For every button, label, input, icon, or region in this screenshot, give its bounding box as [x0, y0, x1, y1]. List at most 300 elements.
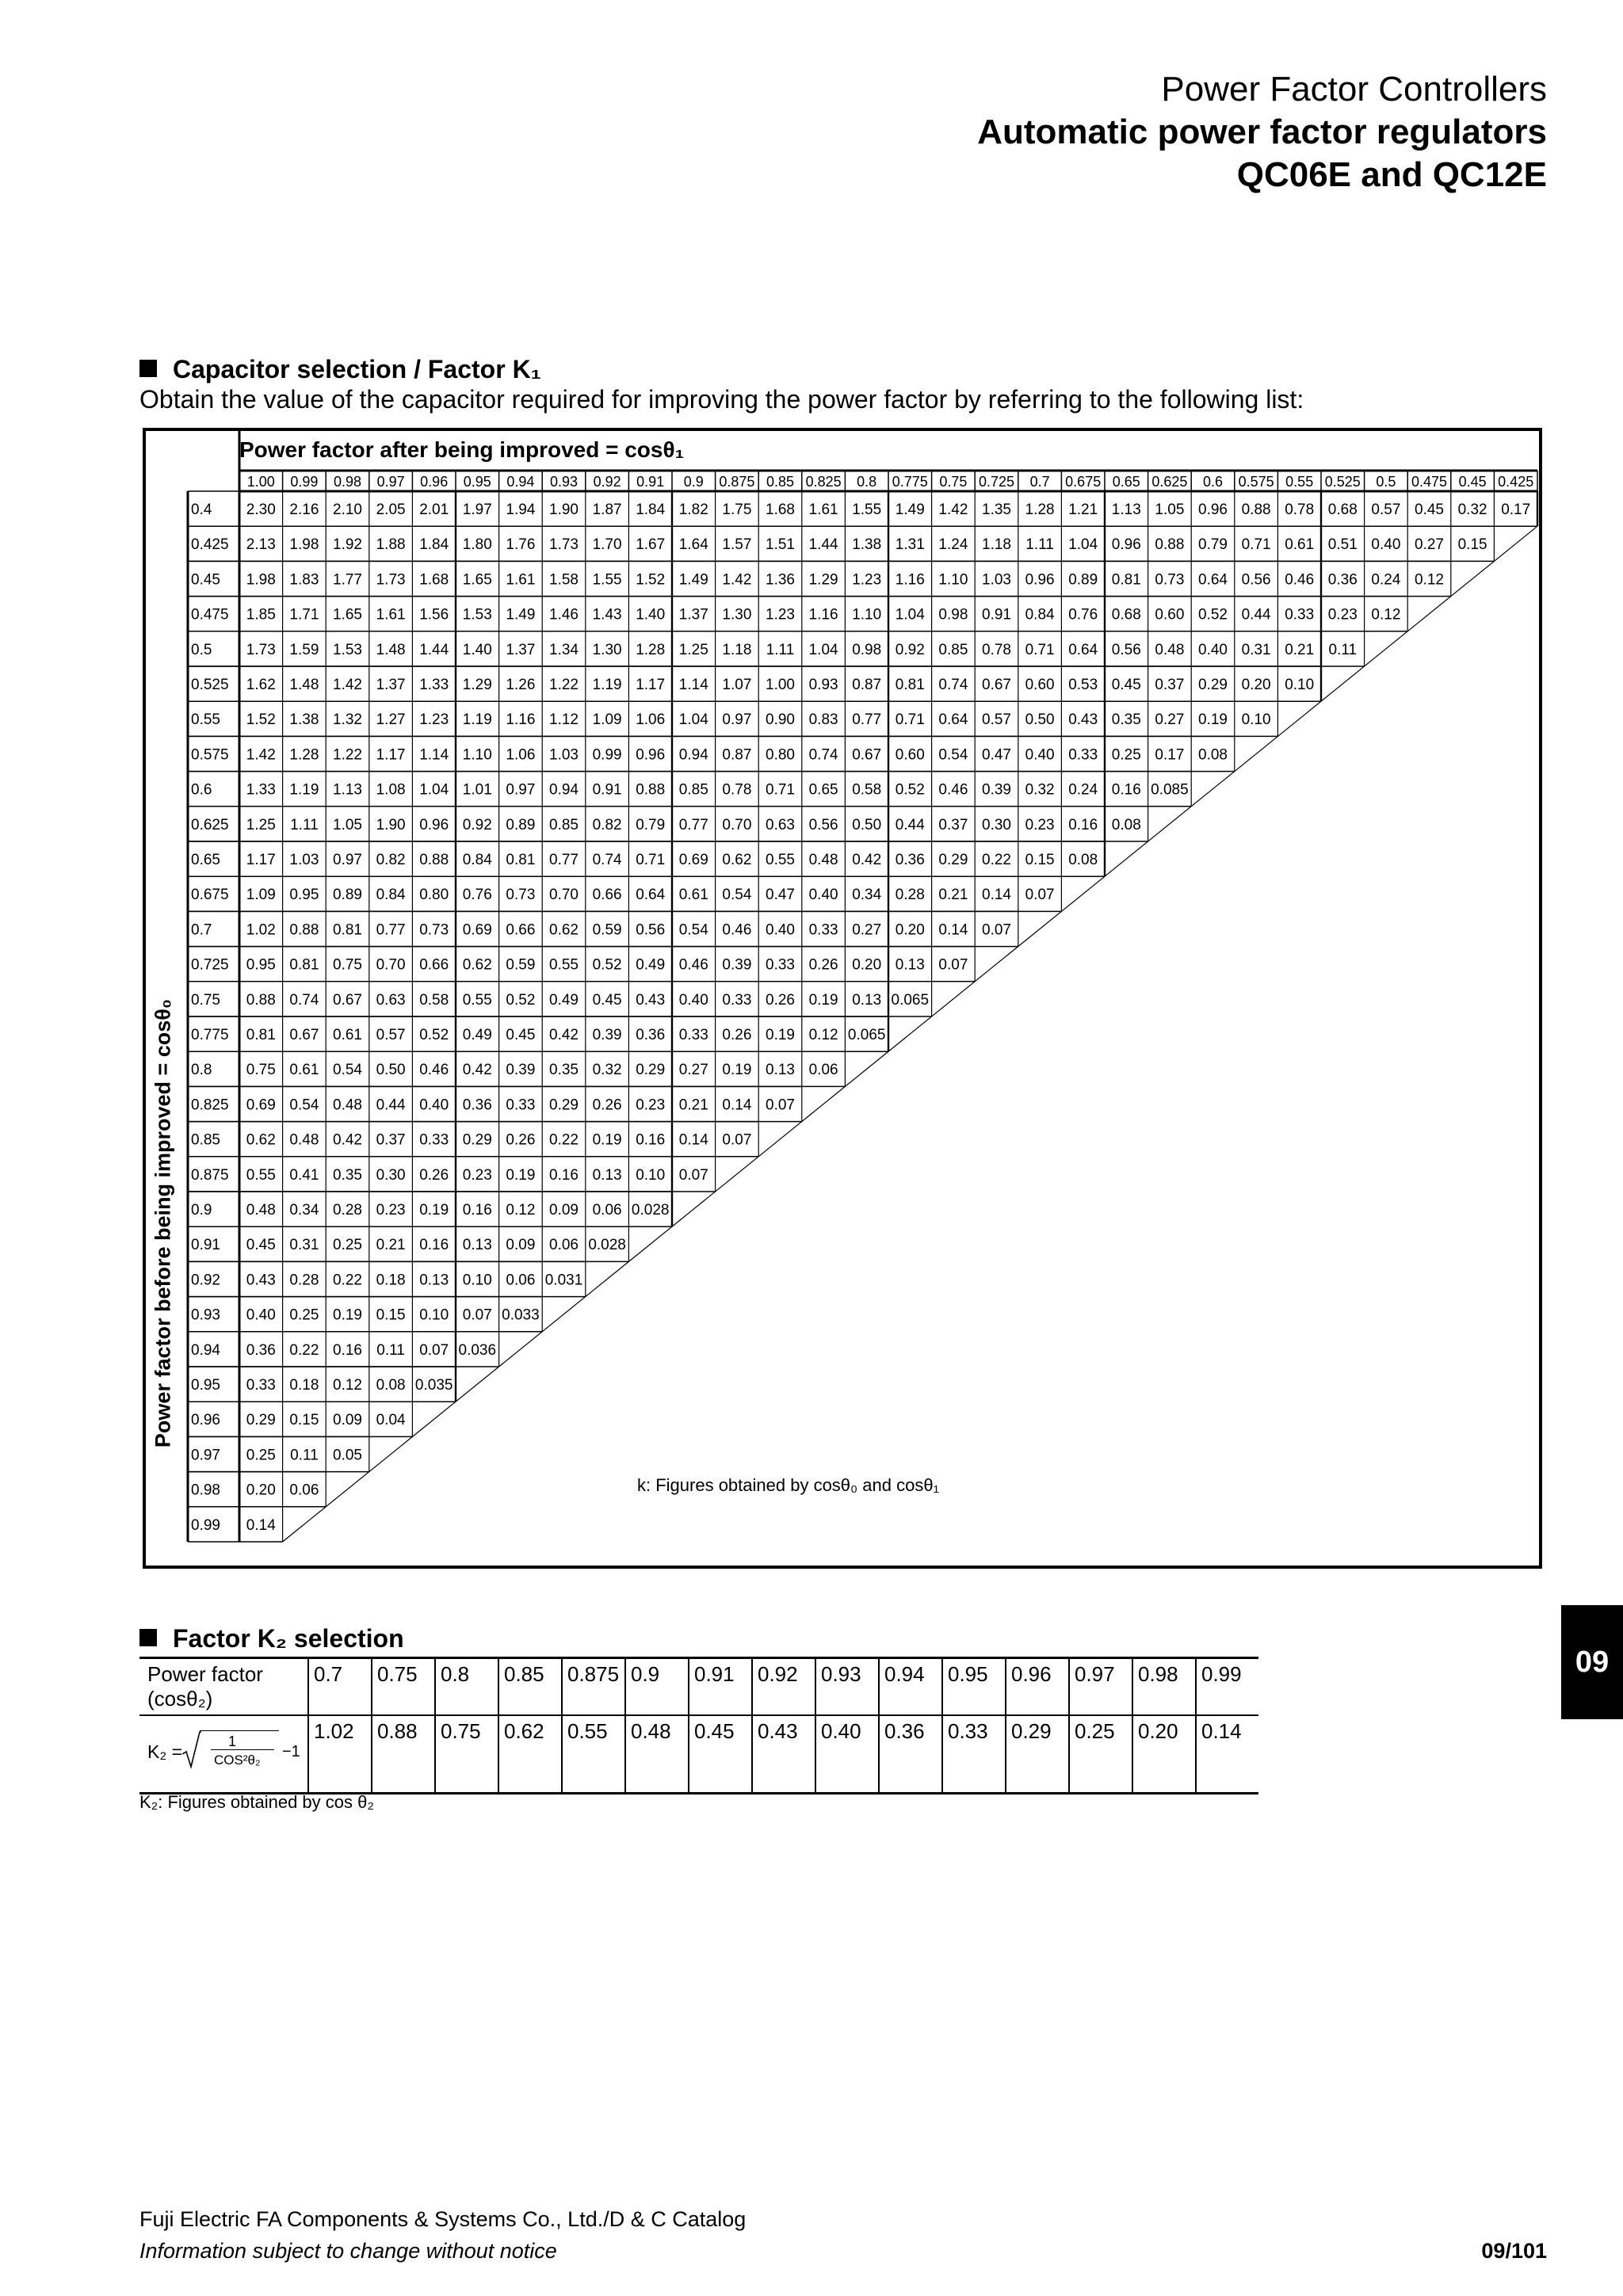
k1-cell-value: 1.73 [246, 641, 276, 658]
k1-col-header-value: 0.92 [593, 474, 621, 490]
k1-cell-value: 0.26 [766, 991, 795, 1009]
k1-cell-value: 0.87 [852, 677, 882, 693]
k1-cell-value: 0.46 [1285, 571, 1315, 589]
k1-cell-value: 0.035 [414, 1377, 453, 1394]
k2-row-values [139, 1715, 1258, 1794]
k1-cell-value: 0.16 [1111, 781, 1141, 799]
k1-cell-value: 0.06 [289, 1482, 319, 1499]
k2-power-factor-value: 0.91 [689, 1658, 752, 1716]
k1-cell-value: 0.39 [506, 1062, 536, 1079]
k1-cell-value: 0.92 [895, 641, 925, 658]
k1-cell-value: 1.42 [333, 677, 362, 693]
k1-cell-value: 0.94 [549, 781, 579, 799]
k1-cell-value: 0.07 [1025, 887, 1055, 904]
k1-cell-value: 1.16 [506, 711, 536, 729]
k1-col-header-value: 0.5 [1376, 474, 1396, 490]
k1-cell-value: 0.028 [588, 1237, 626, 1254]
k1-cell-value: 0.68 [1327, 502, 1358, 518]
k1-cell-value: 0.75 [246, 1062, 276, 1079]
k1-row-header-value: 0.98 [191, 1482, 220, 1499]
k1-cell-value: 0.30 [982, 816, 1011, 833]
k1-cell-value: 1.06 [506, 746, 536, 764]
k1-cell-value: 0.61 [1285, 536, 1315, 554]
k1-cell-value: 1.46 [549, 606, 579, 624]
k1-cell-value: 0.80 [766, 746, 795, 764]
k1-cell-value: 0.48 [1155, 641, 1185, 658]
k1-cell-value: 1.28 [636, 641, 666, 658]
k2-power-factor-value: 0.98 [1132, 1658, 1196, 1716]
k1-cell-value: 1.85 [246, 606, 276, 624]
k1-col-header-value: 0.6 [1202, 474, 1224, 490]
k1-cell-value: 0.93 [808, 677, 838, 693]
k1-cell-value: 0.55 [549, 956, 579, 974]
k1-cell-value: 0.43 [636, 991, 666, 1009]
k1-cell-value: 0.16 [636, 1131, 666, 1149]
k1-row-header-value: 0.5 [191, 641, 212, 658]
k1-cell-value: 0.42 [462, 1062, 492, 1079]
k1-cell-value: 0.70 [549, 887, 579, 904]
k1-cell-value: 0.36 [462, 1097, 492, 1114]
k1-cell-value: 0.71 [766, 781, 795, 799]
k1-col-header-value: 0.875 [719, 474, 755, 490]
k1-cell-value: 1.68 [766, 502, 795, 518]
k2-label-line1: Power factor [147, 1662, 263, 1686]
k1-cell-value: 0.88 [419, 852, 449, 868]
k2-factor-value: 0.29 [1006, 1715, 1069, 1794]
k1-cell-value: 0.82 [592, 816, 622, 833]
k1-cell-value: 0.29 [246, 1412, 276, 1429]
k1-row-header-value: 0.875 [191, 1166, 229, 1184]
k1-cell-value: 1.53 [333, 641, 362, 658]
k1-cell-value: 0.67 [982, 677, 1011, 693]
k1-cell-value: 0.82 [376, 852, 406, 868]
k1-cell-value: 0.40 [1198, 641, 1228, 658]
k1-cell-value: 0.27 [678, 1062, 708, 1079]
k1-cell-value: 0.26 [722, 1027, 752, 1043]
k1-cell-value: 0.42 [549, 1027, 579, 1043]
k1-cell-value: 0.33 [506, 1097, 536, 1114]
k1-cell-value: 0.69 [462, 921, 492, 939]
k1-cell-value: 0.14 [938, 921, 968, 939]
k1-cell-value: 0.80 [419, 887, 449, 904]
k1-cell-value: 1.58 [549, 571, 579, 589]
k2-factor-value: 0.55 [562, 1715, 625, 1794]
k1-cell-value: 0.13 [419, 1272, 449, 1289]
k1-col-header-value: 0.575 [1238, 474, 1274, 490]
k1-col-header-value: 0.525 [1324, 474, 1361, 490]
k1-row-header-value: 0.65 [191, 852, 220, 868]
k1-cell-value: 1.08 [376, 781, 406, 799]
k1-cell-value: 0.61 [678, 887, 708, 904]
k1-cell-value: 1.49 [678, 571, 708, 589]
k2-formula-cell [139, 1715, 308, 1794]
k1-cell-value: 0.88 [1155, 536, 1185, 554]
k1-col-header-value: 0.825 [805, 474, 842, 490]
k2-factor-value: 1.02 [308, 1715, 372, 1794]
k2-formula [147, 1719, 303, 1775]
k1-cell-value: 1.22 [333, 746, 362, 764]
k1-cell-value: 0.73 [419, 921, 449, 939]
k1-cell-value: 1.98 [246, 571, 276, 589]
k1-cell-value: 0.54 [722, 887, 752, 904]
k1-cell-value: 0.39 [982, 781, 1011, 799]
k1-cell-value: 0.35 [333, 1166, 362, 1184]
k1-cell-value: 0.06 [549, 1237, 579, 1254]
k2-heading-text: Factor K₂ selection [173, 1624, 404, 1653]
k1-cell-value: 0.46 [678, 956, 708, 974]
k2-factor-value: 0.48 [625, 1715, 689, 1794]
k1-cell-value: 0.81 [246, 1027, 276, 1043]
k1-cell-value: 0.33 [766, 956, 795, 974]
k1-cell-value: 0.29 [462, 1131, 492, 1149]
k1-intro: Obtain the value of the capacitor required for improving the power factor by referring to the following list: [139, 385, 1304, 414]
k1-cell-value: 0.12 [333, 1377, 362, 1394]
k2-power-factor-value: 0.75 [372, 1658, 435, 1716]
k1-cell-value: 0.19 [722, 1062, 752, 1079]
k1-cell-value: 0.19 [506, 1166, 536, 1184]
k1-cell-value: 0.64 [1068, 641, 1098, 658]
k1-cell-value: 1.19 [462, 711, 492, 729]
k1-cell-value: 0.14 [246, 1516, 276, 1534]
k1-cell-value: 0.50 [1025, 711, 1055, 729]
k1-cell-value: 0.62 [462, 956, 492, 974]
k2-note: K₂: Figures obtained by cos θ₂ [139, 1792, 374, 1812]
k1-cell-value: 0.13 [766, 1062, 795, 1079]
k1-cell-value: 1.11 [1025, 536, 1054, 554]
k2-factor-value: 0.20 [1132, 1715, 1196, 1794]
footer-notice: Information subject to change without notice [139, 2239, 557, 2263]
k1-cell-value: 1.37 [506, 641, 536, 658]
k1-cell-value: 0.16 [1068, 816, 1098, 833]
k1-col-header-value: 0.99 [290, 474, 319, 490]
k1-cell-value: 1.42 [246, 746, 276, 764]
k1-cell-value: 0.07 [722, 1131, 752, 1149]
k2-formula-prefix: K₂ = [147, 1741, 183, 1762]
k1-cell-value: 0.96 [1111, 536, 1141, 554]
k1-cell-value: 0.81 [895, 677, 925, 693]
k2-power-factor-value: 0.95 [942, 1658, 1006, 1716]
k1-cell-value: 0.11 [290, 1447, 319, 1464]
k1-cell-value: 0.81 [333, 921, 362, 939]
k1-cell-value: 0.10 [636, 1166, 666, 1184]
k1-cell-value: 1.38 [289, 711, 319, 729]
k1-cell-value: 0.85 [938, 641, 968, 658]
k1-cell-value: 0.46 [938, 781, 968, 799]
k1-cell-value: 0.21 [376, 1237, 406, 1254]
k1-cell-value: 0.88 [246, 991, 276, 1009]
k1-row-header-value: 0.94 [191, 1341, 220, 1359]
k1-cell-value: 0.45 [506, 1027, 536, 1043]
k1-cell-value: 0.66 [592, 887, 622, 904]
k1-cell-value: 0.89 [333, 887, 362, 904]
k1-cell-value: 1.80 [462, 536, 492, 554]
k1-cell-value: 0.40 [1025, 746, 1055, 764]
k1-cell-value: 0.95 [246, 956, 276, 974]
k1-cell-value: 1.40 [462, 641, 492, 658]
k1-row-header-value: 0.45 [191, 571, 220, 589]
k1-cell-value: 0.54 [333, 1062, 362, 1079]
k1-cell-value: 1.04 [808, 641, 838, 658]
k1-cell-value: 0.22 [289, 1341, 319, 1359]
k1-cell-value: 0.23 [1025, 816, 1055, 833]
k1-cell-value: 1.51 [766, 536, 795, 554]
k1-cell-value: 1.32 [333, 711, 362, 729]
k1-cell-value: 0.10 [419, 1306, 449, 1324]
k1-cell-value: 0.065 [847, 1027, 886, 1043]
k1-cell-value: 1.04 [895, 606, 925, 624]
k1-cell-value: 0.44 [376, 1097, 406, 1114]
k1-cell-value: 2.30 [246, 502, 276, 518]
k1-row-header-value: 0.96 [191, 1412, 220, 1429]
k1-cell-value: 0.08 [1111, 816, 1141, 833]
k1-cell-value: 0.89 [1068, 571, 1098, 589]
k1-cell-value: 1.11 [766, 641, 795, 658]
k2-section-heading [139, 1624, 404, 1653]
k1-cell-value: 0.59 [592, 921, 622, 939]
k1-cell-value: 0.65 [808, 781, 838, 799]
k1-cell-value: 1.04 [1068, 536, 1098, 554]
k1-cell-value: 0.94 [678, 746, 708, 764]
k1-cell-value: 0.27 [1155, 711, 1185, 729]
k2-power-factor-value: 0.875 [562, 1658, 625, 1716]
k1-cell-value: 0.18 [376, 1272, 406, 1289]
k1-cell-value: 0.49 [636, 956, 666, 974]
k1-cell-value: 0.71 [1025, 641, 1055, 658]
k1-cell-value: 0.66 [506, 921, 536, 939]
k1-cell-value: 0.40 [419, 1097, 449, 1114]
k1-cell-value: 0.70 [722, 816, 752, 833]
k1-cell-value: 1.67 [636, 536, 666, 554]
k1-cell-value: 0.29 [549, 1097, 579, 1114]
k1-cell-value: 1.92 [333, 536, 362, 554]
k1-cell-value: 1.27 [376, 711, 406, 729]
k1-cell-value: 0.64 [1198, 571, 1228, 589]
k1-cell-value: 0.81 [1111, 571, 1141, 589]
k1-row-header-value: 0.475 [191, 606, 229, 624]
k1-cell-value: 0.54 [938, 746, 968, 764]
k1-cell-value: 0.37 [938, 816, 968, 833]
k1-cell-value: 0.24 [1371, 571, 1401, 589]
k1-cell-value: 0.35 [1111, 711, 1141, 729]
k1-cell-value: 0.10 [462, 1272, 492, 1289]
k1-cell-value: 1.23 [852, 571, 882, 589]
k1-cell-value: 0.14 [678, 1131, 708, 1149]
k1-cell-value: 1.18 [722, 641, 752, 658]
k1-cell-value: 1.12 [549, 711, 579, 729]
k1-cell-value: 1.26 [506, 677, 536, 693]
k1-cell-value: 1.33 [419, 677, 449, 693]
k1-col-header-value: 0.675 [1065, 474, 1102, 490]
header-title: Automatic power factor regulators [977, 113, 1547, 151]
k1-cell-value: 1.34 [549, 641, 579, 658]
k1-cell-value: 1.55 [852, 502, 882, 518]
k1-cell-value: 0.39 [592, 1027, 622, 1043]
k1-cell-value: 1.75 [722, 502, 752, 518]
k1-cell-value: 0.14 [982, 887, 1011, 904]
k1-cell-value: 0.50 [852, 816, 882, 833]
k1-cell-value: 0.49 [549, 991, 579, 1009]
k1-cell-value: 1.77 [333, 571, 362, 589]
k1-col-header-value: 0.97 [376, 474, 405, 490]
k1-cell-value: 0.13 [852, 991, 882, 1009]
k1-cell-value: 0.76 [462, 887, 492, 904]
k1-cell-value: 0.12 [808, 1027, 838, 1043]
bullet-square-icon [139, 360, 157, 377]
k1-cell-value: 0.23 [1327, 606, 1358, 624]
k1-cell-value: 0.07 [419, 1341, 449, 1359]
k1-cell-value: 0.43 [246, 1272, 276, 1289]
k1-col-header-value: 0.425 [1498, 474, 1534, 490]
k1-cell-value: 0.52 [895, 781, 925, 799]
k1-cell-value: 0.54 [678, 921, 708, 939]
k1-cell-value: 1.09 [592, 711, 622, 729]
k1-cell-value: 0.77 [852, 711, 882, 729]
k1-cell-value: 1.19 [289, 781, 319, 799]
k1-cell-value: 0.54 [289, 1097, 319, 1114]
k1-cell-value: 0.27 [1415, 536, 1444, 554]
k1-cell-value: 0.04 [376, 1412, 406, 1429]
k1-row-header-value: 0.675 [191, 887, 229, 904]
k1-cell-value: 1.38 [852, 536, 882, 554]
k1-cell-value: 0.41 [289, 1166, 319, 1184]
k1-cell-value: 0.47 [766, 887, 795, 904]
k1-cell-value: 0.89 [506, 816, 536, 833]
k2-power-factor-value: 0.8 [435, 1658, 498, 1716]
k1-cell-value: 0.22 [333, 1272, 362, 1289]
k1-cell-value: 0.43 [1068, 711, 1098, 729]
k1-cell-value: 0.31 [1241, 641, 1271, 658]
k1-cell-value: 1.37 [678, 606, 708, 624]
k1-cell-value: 0.48 [246, 1202, 276, 1219]
k1-col-header-value: 0.775 [892, 474, 928, 490]
k1-cell-value: 0.12 [1415, 571, 1444, 589]
k1-cell-value: 0.028 [631, 1202, 670, 1219]
k1-cell-value: 1.42 [938, 502, 968, 518]
k1-cell-value: 0.46 [419, 1062, 449, 1079]
bullet-square-icon [139, 1629, 157, 1646]
k2-power-factor-value: 0.93 [815, 1658, 879, 1716]
k1-cell-value: 0.81 [506, 852, 536, 868]
k1-cell-value: 1.90 [376, 816, 406, 833]
k1-cell-value: 0.78 [722, 781, 752, 799]
k1-cell-value: 0.77 [376, 921, 406, 939]
k1-cell-value: 0.58 [419, 991, 449, 1009]
k1-cell-value: 1.16 [895, 571, 925, 589]
k1-cell-value: 0.42 [333, 1131, 362, 1149]
k1-cell-value: 0.33 [808, 921, 838, 939]
k1-cell-value: 1.23 [766, 606, 795, 624]
k1-cell-value: 0.10 [1285, 677, 1315, 693]
k1-cell-value: 0.085 [1151, 781, 1189, 799]
k2-power-factor-label [139, 1658, 308, 1716]
k1-col-header-value: 0.98 [333, 474, 362, 490]
k1-cell-value: 1.25 [246, 816, 276, 833]
k1-cell-value: 1.18 [982, 536, 1011, 554]
k1-cell-value: 0.28 [289, 1272, 319, 1289]
k1-cell-value: 1.28 [1025, 502, 1055, 518]
k1-cell-value: 0.06 [808, 1062, 838, 1079]
k1-cell-value: 0.19 [592, 1131, 622, 1149]
k1-cell-value: 0.08 [376, 1377, 406, 1394]
k1-row-header-value: 0.525 [191, 677, 229, 693]
k1-cell-value: 0.33 [678, 1027, 708, 1043]
k1-cell-value: 1.40 [636, 606, 666, 624]
k1-cell-value: 0.11 [1328, 641, 1358, 658]
k1-cell-value: 2.01 [419, 502, 449, 518]
k1-cell-value: 0.40 [766, 921, 795, 939]
k1-cell-value: 1.01 [462, 781, 492, 799]
k1-cell-value: 0.73 [506, 887, 536, 904]
k1-cell-value: 0.75 [333, 956, 362, 974]
k1-cell-value: 1.25 [678, 641, 708, 658]
k1-cell-value: 0.24 [1068, 781, 1098, 799]
k1-cell-value: 0.37 [1155, 677, 1185, 693]
k2-factor-value: 0.36 [879, 1715, 942, 1794]
k1-cell-value: 0.77 [549, 852, 579, 868]
k2-table [139, 1657, 1258, 1794]
k1-cell-value: 0.92 [462, 816, 492, 833]
k1-cell-value: 0.58 [852, 781, 882, 799]
sqrt-sign-icon [182, 1730, 201, 1770]
k1-cell-value: 0.35 [549, 1062, 579, 1079]
k1-cell-value: 2.10 [333, 502, 362, 518]
k1-cell-value: 0.45 [592, 991, 622, 1009]
k1-cell-value: 0.036 [458, 1341, 497, 1359]
k1-cell-value: 2.13 [246, 536, 276, 554]
k1-cell-value: 1.03 [549, 746, 579, 764]
k1-cell-value: 1.30 [722, 606, 752, 624]
k1-cell-value: 0.36 [895, 852, 925, 868]
k1-cell-value: 0.36 [246, 1341, 276, 1359]
k2-factor-value: 0.14 [1196, 1715, 1258, 1794]
k1-cell-value: 1.68 [419, 571, 449, 589]
k1-cell-value: 0.065 [891, 991, 930, 1009]
k1-cell-value: 0.20 [246, 1482, 276, 1499]
k2-power-factor-value: 0.92 [752, 1658, 815, 1716]
k1-cell-value: 0.26 [592, 1097, 622, 1114]
k1-cell-value: 1.31 [895, 536, 925, 554]
k1-cell-value: 0.30 [376, 1166, 406, 1184]
k1-cell-value: 1.36 [766, 571, 795, 589]
k1-cell-value: 0.25 [289, 1306, 319, 1324]
k1-cell-value: 0.23 [462, 1166, 492, 1184]
k1-cell-value: 0.33 [419, 1131, 449, 1149]
k2-power-factor-value: 0.99 [1196, 1658, 1258, 1716]
k1-cell-value: 0.25 [333, 1237, 362, 1254]
k1-cell-value: 0.06 [592, 1202, 622, 1219]
k1-col-header-value: 0.725 [978, 474, 1015, 490]
k1-cell-value: 0.33 [722, 991, 752, 1009]
k1-col-header-value: 0.8 [857, 474, 877, 490]
k1-cell-value: 0.13 [462, 1237, 492, 1254]
k1-cell-value: 1.05 [1155, 502, 1185, 518]
k1-cell-value: 0.69 [246, 1097, 276, 1114]
k1-cell-value: 1.17 [376, 746, 406, 764]
k1-cell-value: 1.10 [852, 606, 882, 624]
k1-cell-value: 0.33 [246, 1377, 276, 1394]
k1-cell-value: 0.06 [506, 1272, 536, 1289]
k1-cell-value: 1.83 [289, 571, 319, 589]
k1-cell-value: 0.10 [1241, 711, 1271, 729]
k1-col-header-value: 0.625 [1151, 474, 1188, 490]
k1-cell-value: 0.62 [722, 852, 752, 868]
k1-row-header-value: 0.725 [191, 956, 229, 974]
k2-formula-suffix: −1 [282, 1743, 300, 1760]
k1-cell-value: 0.71 [895, 711, 925, 729]
k1-row-header-value: 0.575 [191, 746, 229, 764]
k1-cell-value: 0.96 [636, 746, 666, 764]
k1-cell-value: 0.09 [506, 1237, 536, 1254]
